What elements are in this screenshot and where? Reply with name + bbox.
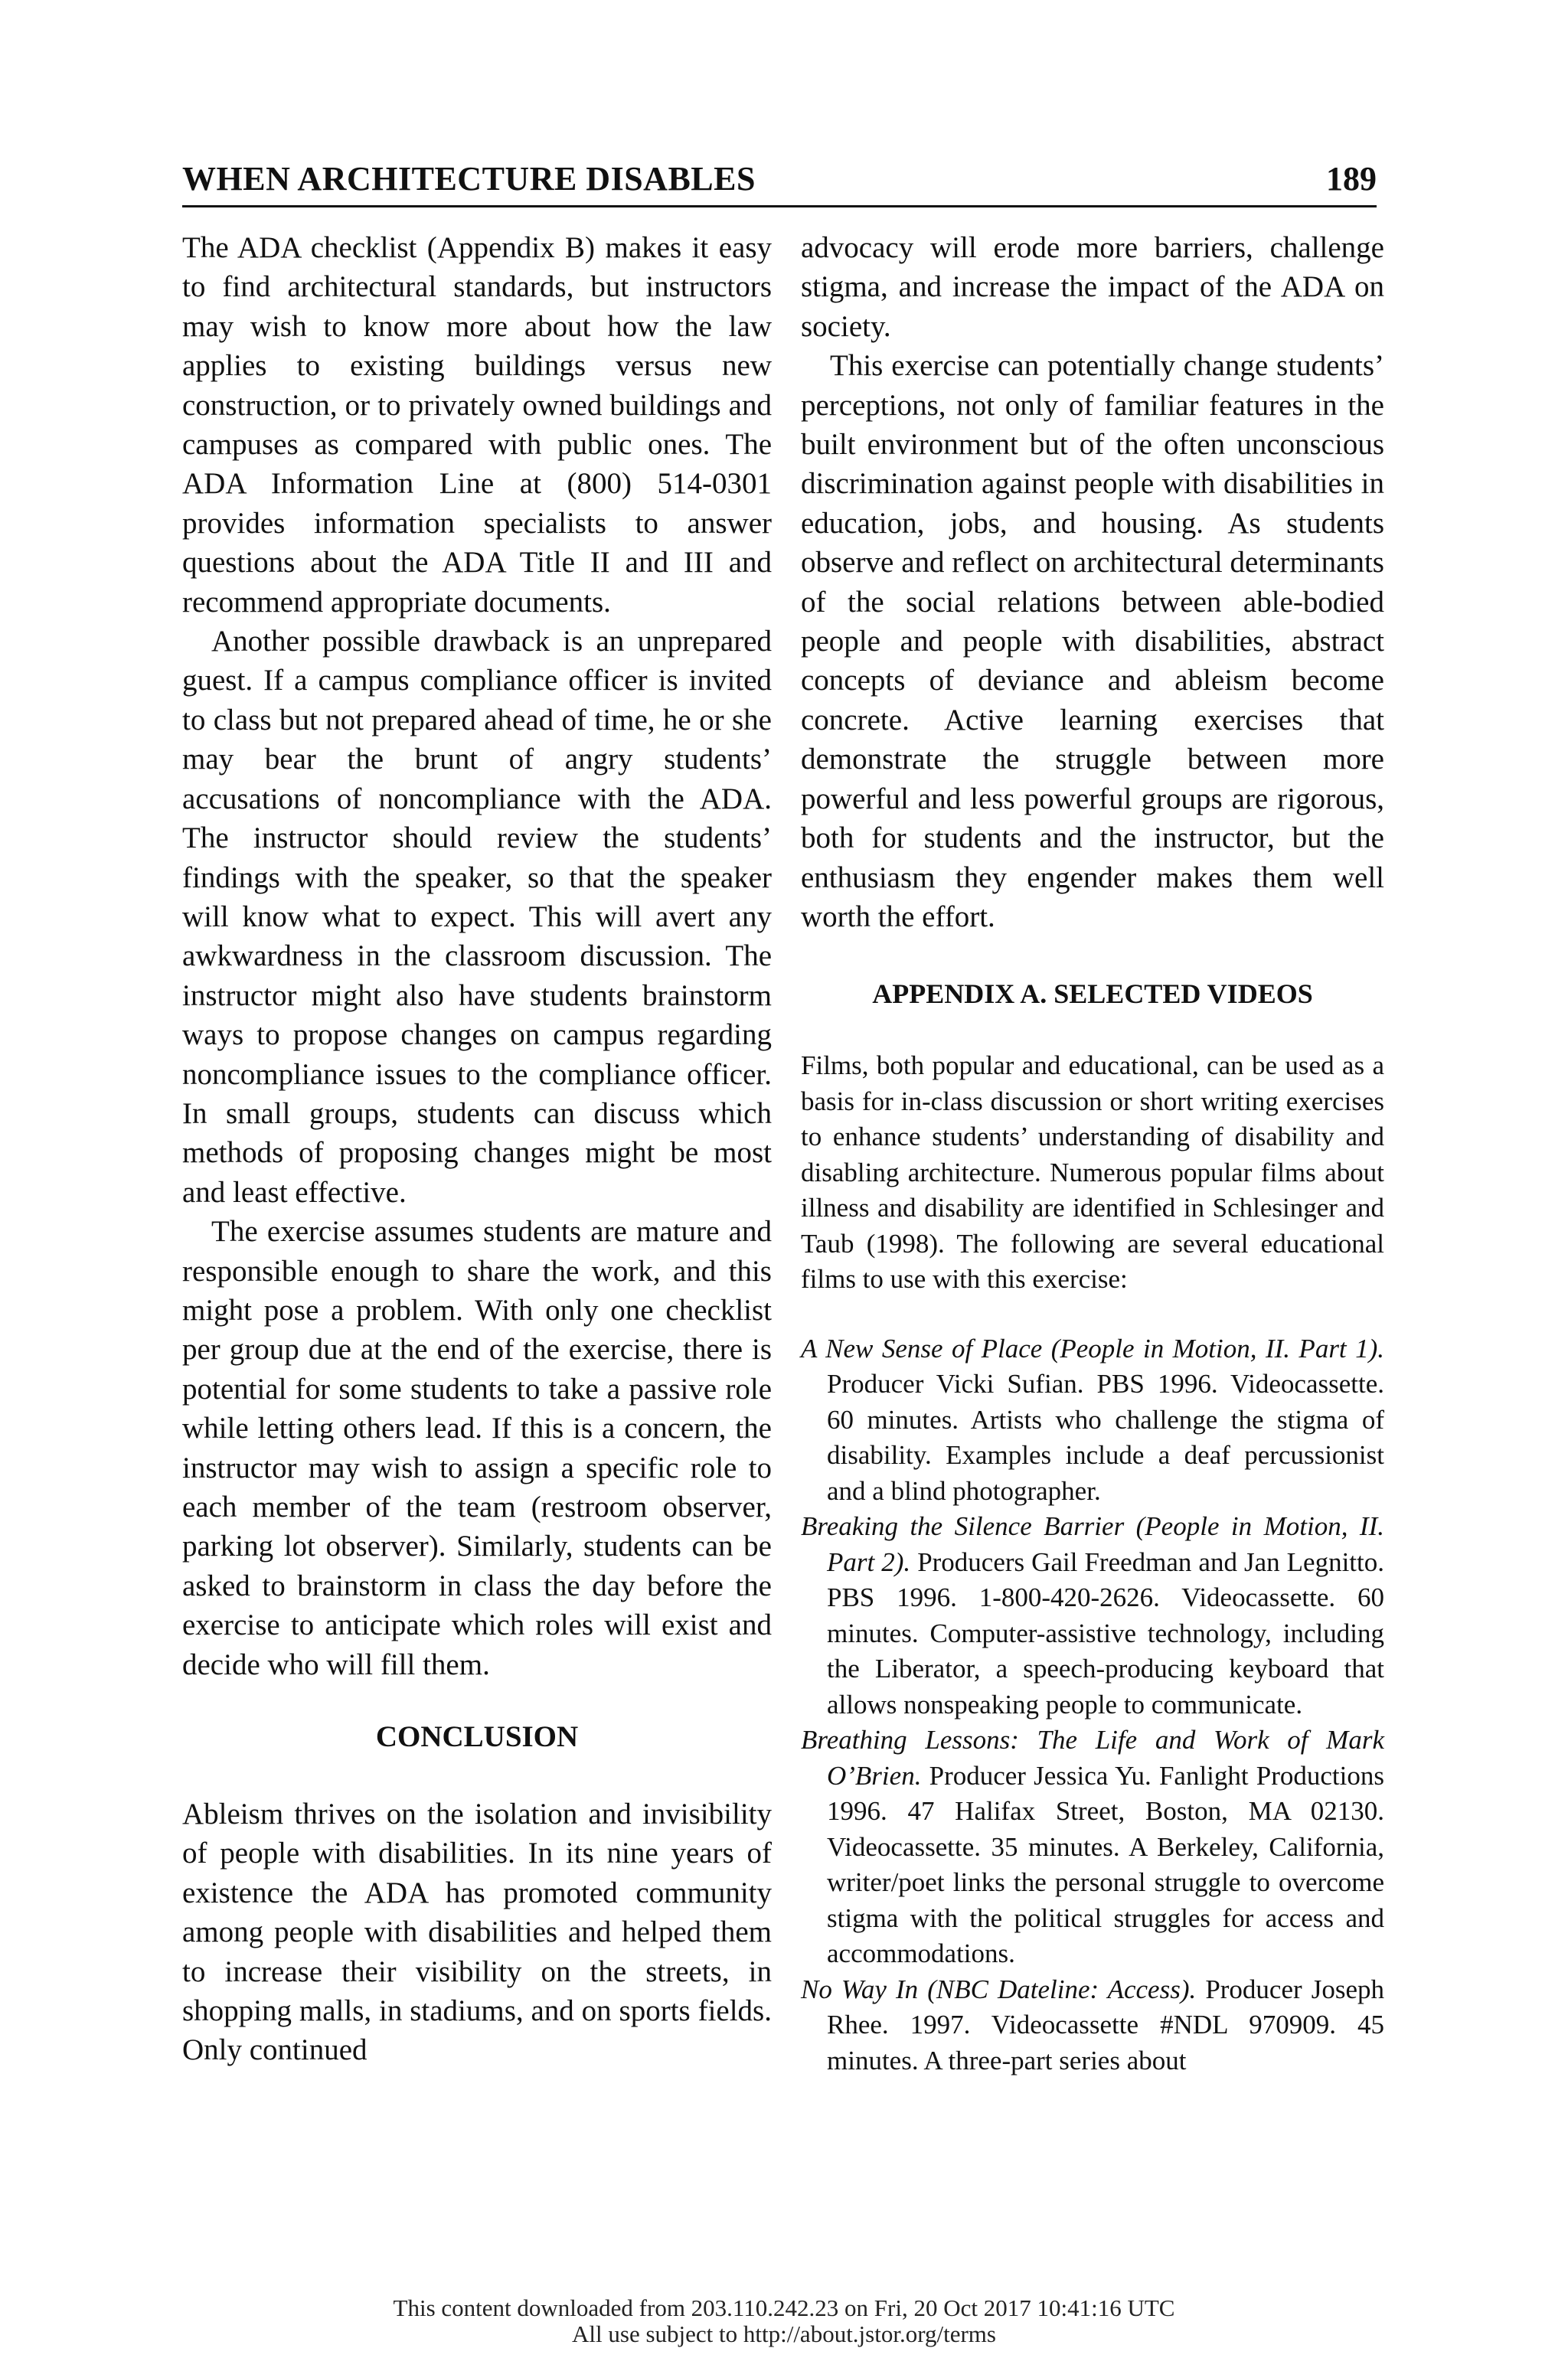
body-paragraph: This exercise can potentially change students’ perceptions, not only of familiar features in the built environment but of the often unconscious discrimination against people with disabilities in education, jobs, and housing. As students observe and reflect on architectural determinants of the social relations between able-bodied people and people with disabilities, abstract concepts of deviance and ableism become concrete. Active learning exercises that demonstrate the struggle between more powerful and less powerful groups are rigorous, both for students and the instructor, but the enthusiasm they engender makes them well worth the effort.: [801, 349, 1384, 933]
video-title: No Way In (NBC Dateline: Access).: [801, 1974, 1197, 2004]
left-column: [182, 228, 772, 2070]
video-list: [801, 1331, 1384, 2079]
body-paragraph: The exercise assumes students are mature and responsible enough to share the work, and this might pose a problem. With only one checklist per group due at the end of the exercise, there is potential for some students to take a passive role while letting others lead. If this is a concern, the instructor may wish to assign a specific role to each member of the team (restroom observer, parking lot observer). Similarly, students can be asked to brainstorm in class the day before the exercise to anticipate which roles will exist and decide who will fill them.: [182, 1215, 772, 1681]
conclusion-paragraph: Ableism thrives on the isolation and invisibility of people with disabilities. In its nine years of existence the ADA has promoted community among people with disabilities and helped them to increase their visibility on the streets, in shopping malls, in stadiums, and on sports fields. Only continued: [182, 1798, 772, 2067]
video-title: Breathing Lessons: The Life and Work of Mark O’Brien.: [801, 1725, 1384, 1791]
video-details: Producer Joseph Rhee. 1997. Videocassette #NDL 970909. 45 minutes. A three-part series about: [827, 1974, 1385, 2075]
video-title: A New Sense of Place (People in Motion, II. Part 1).: [801, 1333, 1384, 1364]
video-entry: [801, 1509, 1384, 1723]
body-paragraph: The ADA checklist (Appendix B) makes it easy to find architectural standards, but instructors may wish to know more about how the law applies to existing buildings versus new construction, or to privately owned buildings and campuses as compared with public ones. The ADA Information Line at (800) 514-0301 provides information specialists to answer questions about the ADA Title II and III and recommend appropriate documents.: [182, 231, 772, 619]
appendix-intro: Films, both popular and educational, can be used as a basis for in-class discussion or short writing exercises to enhance students’ understanding of disability and disabling architecture. Numerous popular films about illness and disability are identified in Schlesinger and Taub (1998). The following are several educational films to use with this exercise:: [801, 1050, 1384, 1295]
right-column: [801, 228, 1384, 2079]
video-title: Breaking the Silence Barrier (People in Motion, II. Part 2).: [801, 1511, 1384, 1577]
video-details: Producer Jessica Yu. Fanlight Productions 1996. 47 Halifax Street, Boston, MA 02130. Videocassette. 35 minutes. A Berkeley, California, writer/poet links the personal struggle to overcome stigma with the political struggles for access and accommodations.: [827, 1760, 1385, 1969]
terms-notice: All use subject to http://about.jstor.org/terms: [572, 2320, 996, 2347]
video-entry: [801, 1723, 1384, 1972]
running-header: [182, 159, 1377, 207]
body-paragraph: advocacy will erode more barriers, challenge stigma, and increase the impact of the ADA on society.: [801, 231, 1384, 343]
running-title: WHEN ARCHITECTURE DISABLES: [182, 160, 756, 198]
appendix-heading: APPENDIX A. SELECTED VIDEOS: [872, 978, 1313, 1010]
video-entry: [801, 1331, 1384, 1510]
download-notice: This content downloaded from 203.110.242.23 on Fri, 20 Oct 2017 10:41:16 UTC: [393, 2294, 1175, 2321]
video-details: Producers Gail Freedman and Jan Legnitto. PBS 1996. 1-800-420-2626. Videocassette. 60 minutes. Computer-assistive technology, including the Liberator, a speech-producing keyboard that allows nonspeaking people to communicate.: [827, 1546, 1384, 1720]
video-entry: [801, 1972, 1384, 2079]
conclusion-heading: CONCLUSION: [375, 1720, 579, 1754]
page-number: 189: [1326, 160, 1377, 198]
body-paragraph: Another possible drawback is an unprepared guest. If a campus compliance officer is invited to class but not prepared ahead of time, he or she may bear the brunt of angry students’ accusations of noncompliance with the ADA. The instructor should review the students’ findings with the speaker, so that the speaker will know what to expect. This will avert any awkwardness in the classroom discussion. The instructor might also have students brainstorm ways to propose changes on campus regarding noncompliance issues to the compliance officer. In small groups, students can discuss which methods of proposing changes might be most and least effective.: [182, 625, 772, 1209]
video-details: Producer Vicki Sufian. PBS 1996. Videocassette. 60 minutes. Artists who challenge the stigma of disability. Examples include a deaf percussionist and a blind photographer.: [827, 1369, 1384, 1506]
